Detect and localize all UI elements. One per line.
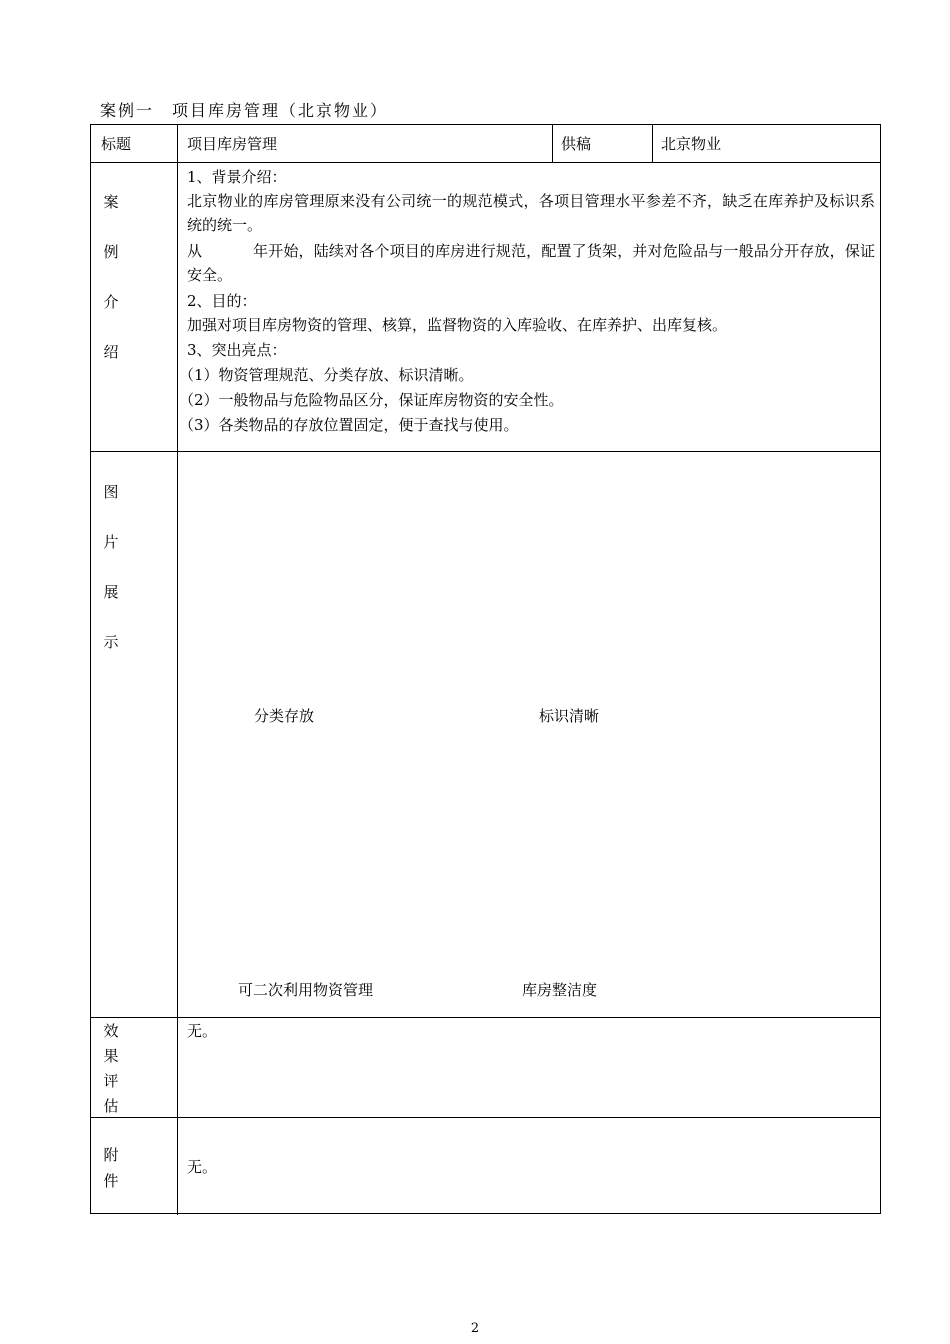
side-char: 例 bbox=[103, 243, 119, 261]
start-text: 年开始，陆续对各个项目的库房进行规范，配置了货架，并对危险品与一般品分开存放，保证安全。 bbox=[187, 242, 875, 284]
row-divider bbox=[91, 162, 880, 163]
source-label: 供稿 bbox=[561, 135, 592, 153]
title-value: 项目库房管理 bbox=[187, 135, 278, 153]
highlight-item: （3）各类物品的存放位置固定，便于查找与使用。 bbox=[179, 416, 519, 434]
page-number: 2 bbox=[470, 1321, 480, 1336]
background-text: 北京物业的库房管理原来没有公司统一的规范模式，各项目管理水平参差不齐，缺乏在库养护及标识系统的统一。 bbox=[187, 192, 875, 234]
title-label: 标题 bbox=[101, 135, 132, 153]
highlight-item: （2）一般物品与危险物品区分，保证库房物资的安全性。 bbox=[179, 391, 564, 409]
side-char: 图 bbox=[103, 483, 119, 501]
purpose-text: 加强对项目库房物资的管理、核算，监督物资的入库验收、在库养护、出库复核。 bbox=[187, 316, 728, 334]
attachment-text: 无。 bbox=[187, 1158, 218, 1176]
column-divider bbox=[552, 125, 553, 162]
row-divider bbox=[91, 1017, 880, 1018]
side-char: 介 bbox=[103, 293, 119, 311]
photo-caption: 分类存放 bbox=[254, 707, 315, 725]
page-heading: 案例一 项目库房管理（北京物业） bbox=[100, 101, 389, 120]
background-heading: 1、背景介绍： bbox=[187, 168, 287, 186]
photo-caption: 库房整洁度 bbox=[522, 981, 598, 999]
source-value: 北京物业 bbox=[661, 135, 722, 153]
side-char: 绍 bbox=[103, 343, 119, 361]
column-divider bbox=[177, 125, 178, 1215]
photo-caption: 可二次利用物资管理 bbox=[238, 981, 374, 999]
side-char: 片 bbox=[103, 533, 119, 551]
side-char: 果 bbox=[103, 1047, 119, 1065]
side-char: 效 bbox=[103, 1022, 119, 1040]
row-divider bbox=[91, 1117, 880, 1118]
purpose-heading: 2、目的： bbox=[187, 292, 257, 310]
start-prefix: 从 bbox=[187, 242, 203, 260]
side-char: 附 bbox=[103, 1146, 119, 1164]
side-char: 示 bbox=[103, 633, 119, 651]
evaluation-text: 无。 bbox=[187, 1022, 218, 1040]
row-divider bbox=[91, 451, 880, 452]
column-divider bbox=[652, 125, 653, 162]
photo-caption: 标识清晰 bbox=[539, 707, 600, 725]
case-table bbox=[90, 124, 881, 1214]
highlight-item: （1）物资管理规范、分类存放、标识清晰。 bbox=[179, 366, 474, 384]
side-char: 评 bbox=[103, 1072, 119, 1090]
highlights-heading: 3、突出亮点： bbox=[187, 341, 287, 359]
side-char: 件 bbox=[103, 1172, 119, 1190]
side-char: 案 bbox=[103, 193, 119, 211]
side-char: 估 bbox=[103, 1097, 119, 1115]
side-char: 展 bbox=[103, 583, 119, 601]
